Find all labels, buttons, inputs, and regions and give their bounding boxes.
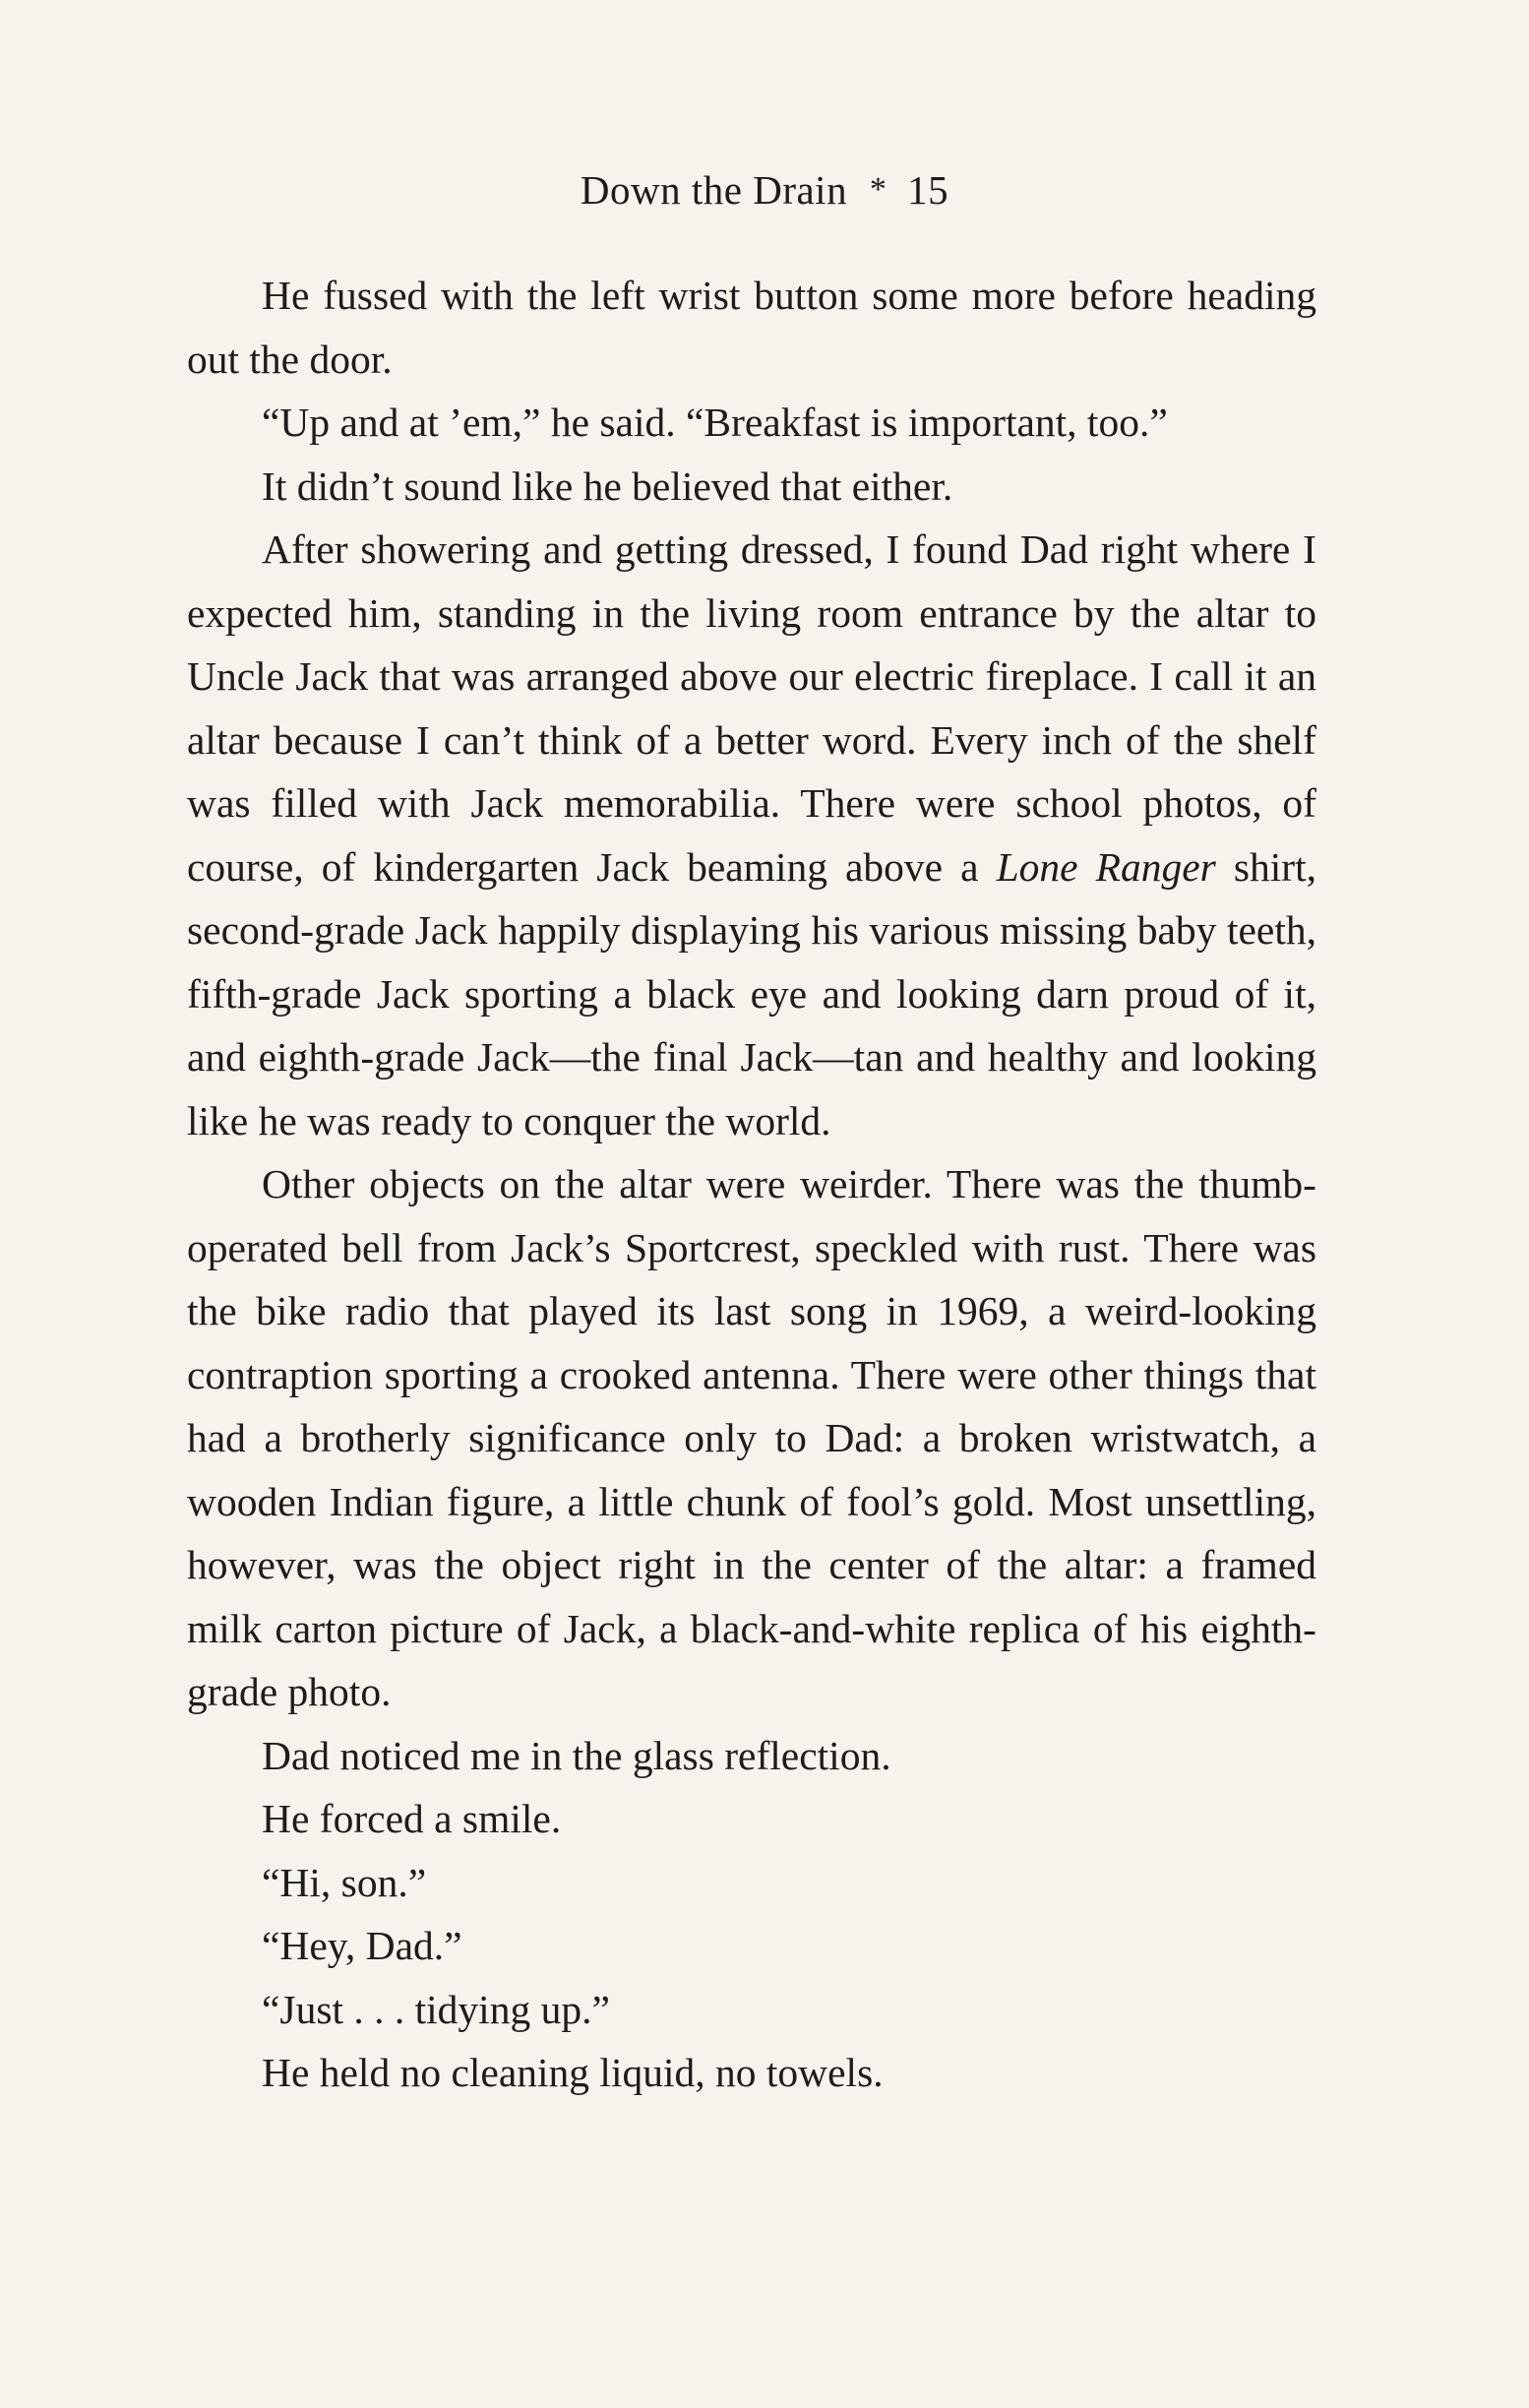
paragraph-5: Other objects on the altar were weirder. There was the thumb-operated bell from Jack’s Sportcrest, speckled with rust. There was the bike radio that played its last song in 1969, a weird-looking contraption sporting a crooked antenna. There were other things that had a brotherly significance only to Dad: a broken wristwatch, a wooden Indian figure, a little chunk of fool’s gold. Most unsettling, however, was the object right in the center of the altar: a framed milk carton picture of Jack, a black-and-white replica of his eighth-grade photo. — [187, 1161, 1316, 1714]
paragraph-4 — [187, 518, 1316, 1152]
paragraph-11: He held no cleaning liquid, no towels. — [262, 2050, 884, 2095]
page-number: 15 — [907, 167, 949, 213]
paragraph-8: “Hi, son.” — [262, 1859, 427, 1905]
paragraph-4-text-before: After showering and getting dressed, I found Dad right where I expected him, standing in the living room entrance by the altar to Uncle Jack that was arranged above our electric fireplace. I call it an altar because I can’t think of a better word. Every inch of the shelf was filled with Jack memorabilia. There were school photos, of course, of kindergarten Jack beaming above a — [187, 526, 1316, 890]
chapter-title: Down the Drain — [580, 167, 848, 213]
paragraph-6: Dad noticed me in the glass reflection. — [262, 1732, 891, 1778]
paragraph-9: “Hey, Dad.” — [262, 1923, 462, 1968]
running-head — [0, 165, 1529, 218]
paragraph-4-text-after: shirt, second-grade Jack happily displaying his various missing baby teeth, fifth-grade Jack sporting a black eye and looking darn proud of it, and eighth-grade Jack—the final Jack—tan and healthy and looking like he was ready to conquer the world. — [187, 843, 1316, 1143]
header-separator: * — [869, 171, 887, 208]
paragraph-7: He forced a smile. — [262, 1796, 562, 1841]
body-text — [187, 264, 1316, 2105]
paragraph-2: “Up and at ’em,” he said. “Breakfast is important, too.” — [262, 400, 1168, 445]
paragraph-4-italic-title: Lone Ranger — [996, 843, 1216, 890]
paragraph-10: “Just . . . tidying up.” — [262, 1986, 610, 2032]
paragraph-1: He fussed with the left wrist button some more before heading out the door. — [187, 273, 1316, 382]
paragraph-3: It didn’t sound like he believed that either. — [262, 463, 953, 509]
